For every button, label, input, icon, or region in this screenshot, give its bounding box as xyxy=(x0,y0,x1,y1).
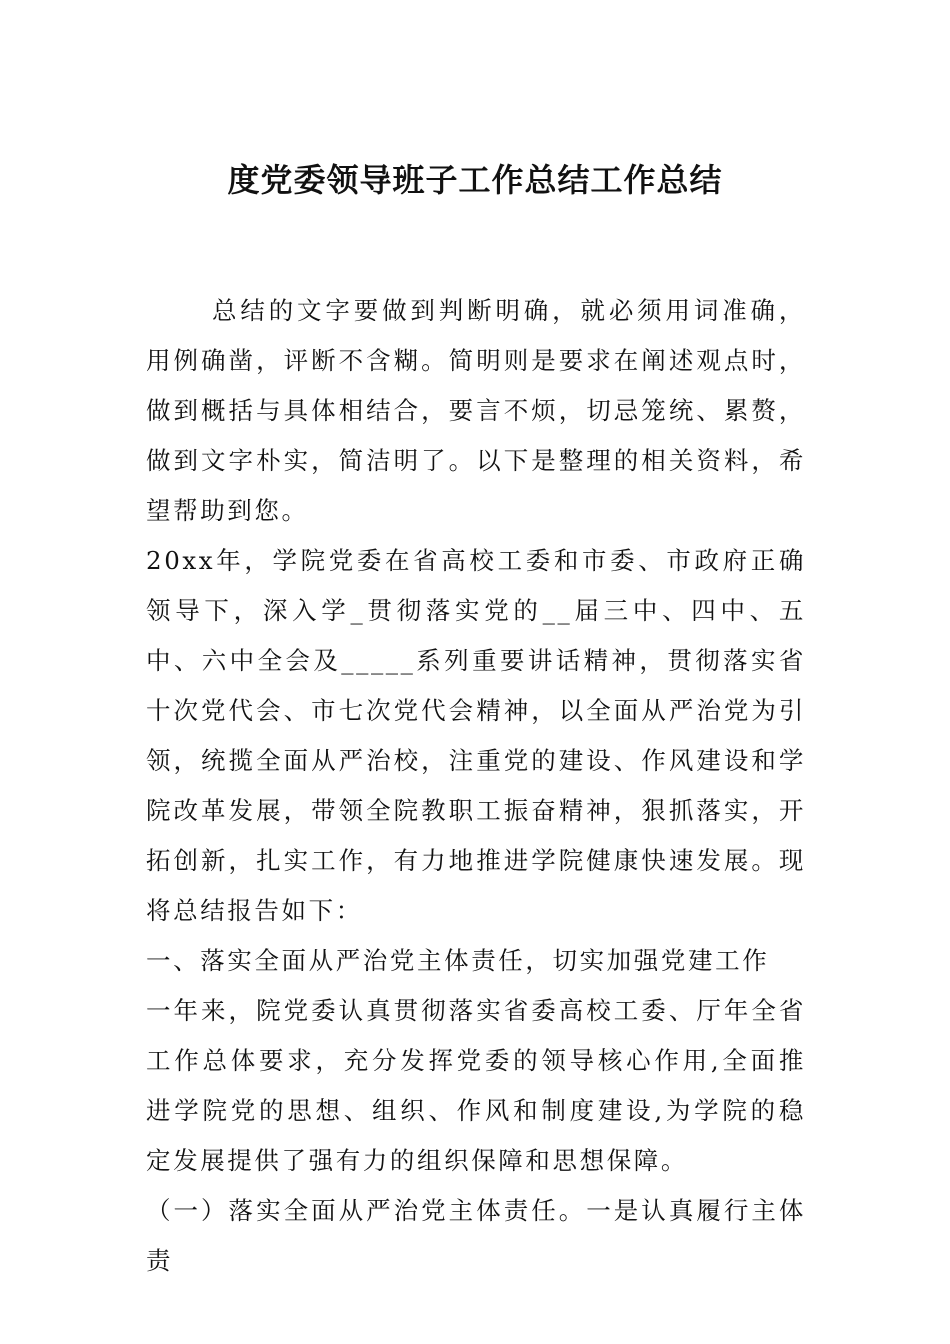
section-heading-one: 一、落实全面从严治党主体责任，切实加强党建工作 xyxy=(146,946,770,975)
document-body xyxy=(146,536,806,1286)
body-paragraph-summary: 一年来，院党委认真贯彻落实省委高校工委、厅年全省工作总体要求，充分发挥党委的领导核心作用,全面推进学院党的思想、组织、作风和制度建设,为学院的稳定发展提供了强有力的组织保障和思想保障。 xyxy=(146,996,806,1175)
subsection-heading-one: （一）落实全面从严治党主体责任。一是认真履行主体责 xyxy=(146,1196,806,1275)
body-paragraph-opening: 20xx年，学院党委在省高校工委和市委、市政府正确领导下，深入学_贯彻落实党的__届三中、四中、五中、六中全会及_____系列重要讲话精神，贯彻落实省十次党代会、市七次党代会精神，以全面从严治党为引领，统揽全面从严治校，注重党的建设、作风建设和学院改革发展，带领全院教职工振奋精神，狠抓落实，开拓创新，扎实工作，有力地推进学院健康快速发展。现将总结报告如下： xyxy=(146,546,806,925)
document-title: 度党委领导班子工作总结工作总结 xyxy=(227,161,723,199)
intro-paragraph: 总结的文字要做到判断明确，就必须用词准确，用例确凿，评断不含糊。简明则是要求在阐述观点时，做到概括与具体相结合，要言不烦，切忌笼统、累赘，做到文字朴实，简洁明了。以下是整理的相关资料，希望帮助到您。 xyxy=(146,296,806,525)
